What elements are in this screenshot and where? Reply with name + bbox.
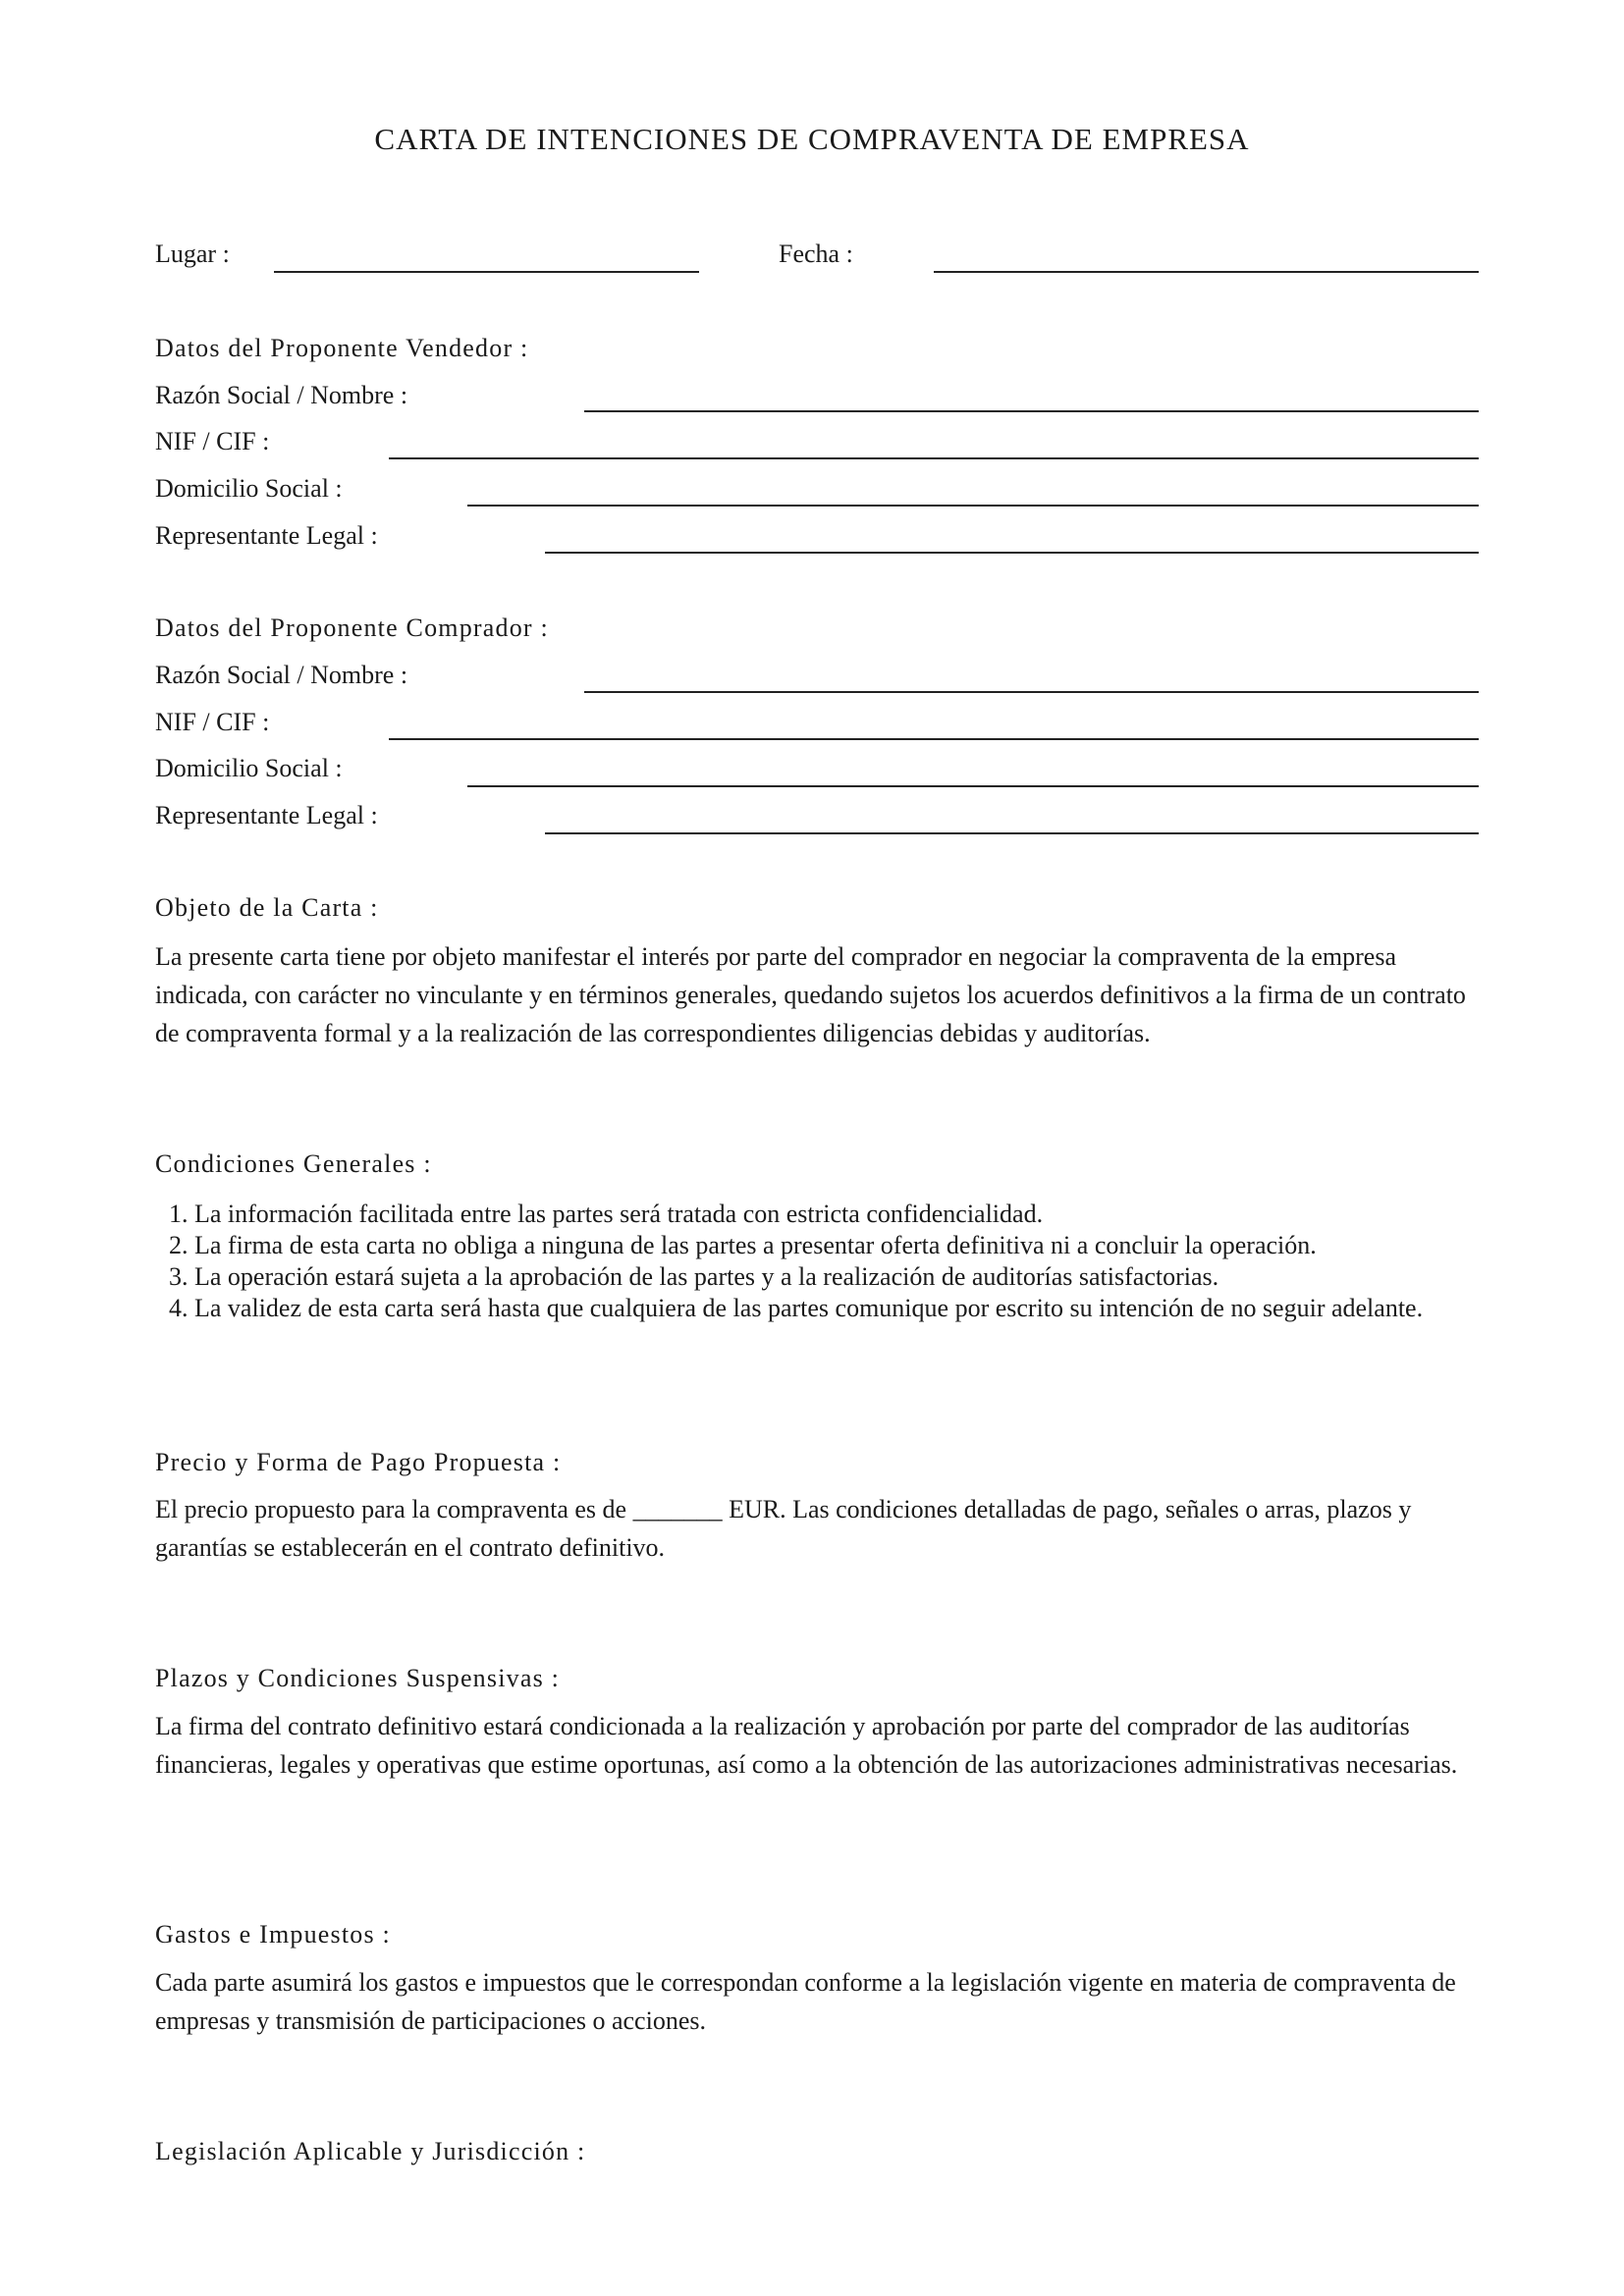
buyer-address-label: Domicilio Social : bbox=[155, 754, 343, 782]
expenses-text: Cada parte asumirá los gastos e impuestos que le correspondan conforme a la legislación vigente en materia de compraventa de empresas y transmisión de participaciones o acciones. bbox=[155, 1968, 1456, 2035]
buyer-company-label: Razón Social / Nombre : bbox=[155, 661, 408, 689]
seller-heading: Datos del Proponente Vendedor : bbox=[155, 334, 529, 362]
deadlines-text: La firma del contrato definitivo estará condicionada a la realización y aprobación por parte del comprador de las auditorías financieras, legales y operativas que estime oportunas, así como a la obtención de las autorizaciones administrativas necesarias. bbox=[155, 1712, 1458, 1779]
seller-representative-label: Representante Legal : bbox=[155, 521, 378, 550]
place-field[interactable] bbox=[274, 271, 699, 273]
price-heading: Precio y Forma de Pago Propuesta : bbox=[155, 1448, 562, 1476]
buyer-representative-field[interactable] bbox=[545, 832, 1479, 834]
seller-tax-id-label: NIF / CIF : bbox=[155, 427, 270, 455]
buyer-tax-id-label: NIF / CIF : bbox=[155, 708, 270, 736]
expenses-heading: Gastos e Impuestos : bbox=[155, 1920, 391, 1949]
seller-company-label: Razón Social / Nombre : bbox=[155, 381, 408, 409]
seller-address-label: Domicilio Social : bbox=[155, 474, 343, 503]
seller-address-field[interactable] bbox=[467, 505, 1479, 507]
buyer-tax-id-field[interactable] bbox=[389, 738, 1479, 740]
general-conditions-heading: Condiciones Generales : bbox=[155, 1149, 432, 1178]
law-heading: Legislación Aplicable y Jurisdicción : bbox=[155, 2137, 586, 2165]
seller-tax-id-field[interactable] bbox=[389, 457, 1479, 459]
place-label: Lugar : bbox=[155, 240, 230, 268]
purpose-text: La presente carta tiene por objeto manifestar el interés por parte del comprador en negociar la compraventa de la empresa indicada, con carácter no vinculante y en términos generales, quedando sujetos los acuerdos definitivos a la firma de un contrato de compraventa formal y a la realización de las correspondientes diligencias debidas y auditorías. bbox=[155, 942, 1466, 1047]
buyer-heading: Datos del Proponente Comprador : bbox=[155, 614, 549, 642]
price-text: El precio propuesto para la compraventa es de _______ EUR. Las condiciones detalladas de pago, señales o arras, plazos y garantías se establecerán en el contrato definitivo. bbox=[155, 1495, 1412, 1562]
condition-item: 2. La firma de esta carta no obliga a ninguna de las partes a presentar oferta definitiva ni a concluir la operación. bbox=[194, 1230, 1530, 1261]
seller-company-field[interactable] bbox=[584, 410, 1479, 412]
purpose-heading: Objeto de la Carta : bbox=[155, 893, 379, 922]
document-title: CARTA DE INTENCIONES DE COMPRAVENTA DE EMPRESA bbox=[374, 122, 1250, 156]
buyer-representative-label: Representante Legal : bbox=[155, 801, 378, 829]
condition-item: 3. La operación estará sujeta a la aprobación de las partes y a la realización de auditorías satisfactorias. bbox=[194, 1261, 1530, 1293]
buyer-company-field[interactable] bbox=[584, 691, 1479, 693]
date-field[interactable] bbox=[934, 271, 1479, 273]
buyer-address-field[interactable] bbox=[467, 785, 1479, 787]
deadlines-heading: Plazos y Condiciones Suspensivas : bbox=[155, 1664, 561, 1692]
general-conditions-list bbox=[155, 1199, 1530, 1324]
condition-item: 1. La información facilitada entre las partes será tratada con estricta confidencialidad. bbox=[194, 1199, 1530, 1230]
date-label: Fecha : bbox=[779, 240, 853, 268]
seller-representative-field[interactable] bbox=[545, 552, 1479, 554]
condition-item: 4. La validez de esta carta será hasta que cualquiera de las partes comunique por escrito su intención de no seguir adelante. bbox=[194, 1293, 1530, 1324]
